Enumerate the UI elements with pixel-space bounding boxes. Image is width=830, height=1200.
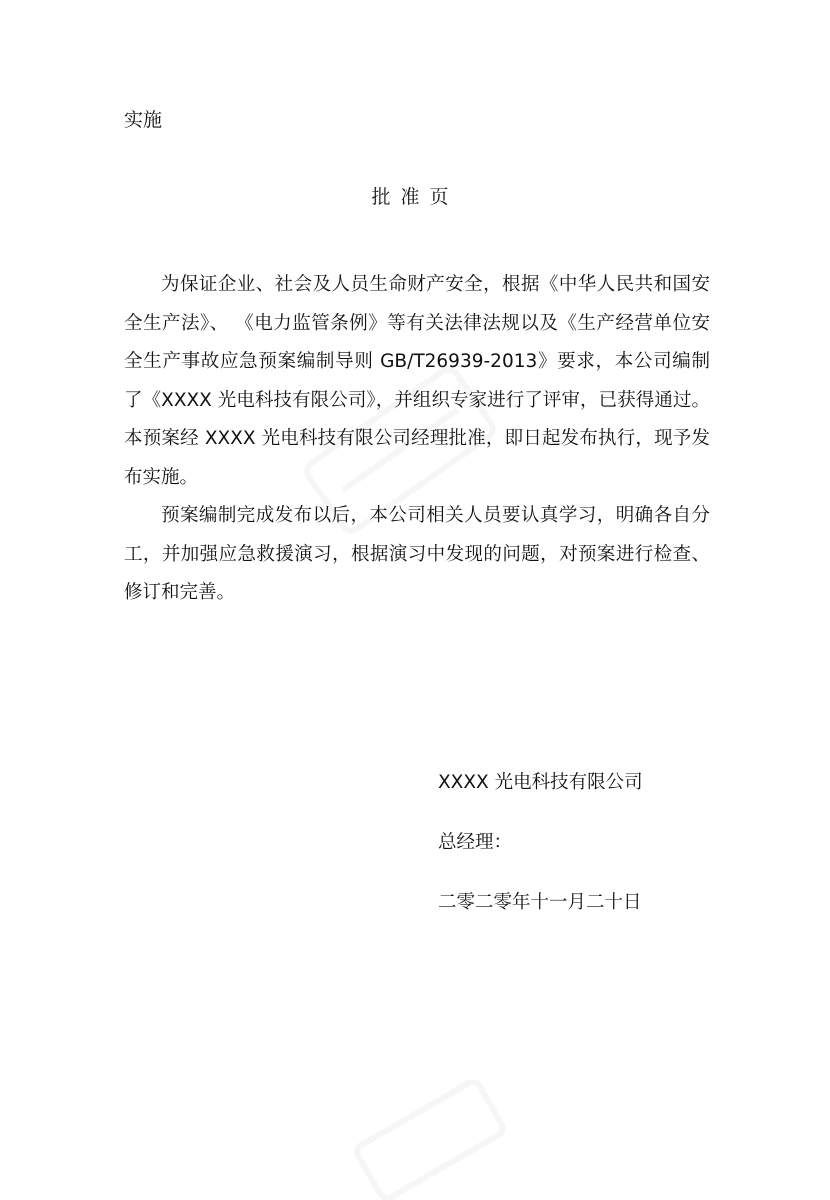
signature-manager-label: 总经理： (438, 832, 513, 853)
signature-block (438, 770, 643, 950)
signature-company: XXXX 光电科技有限公司 (438, 772, 643, 793)
paragraph-approval: 为保证企业、社会及人员生命财产安全，根据《中华人民共和国安全生产法》、 《电力监管条例》等有关法律法规以及《生产经营单位安全生产事故应急预案编制导则 GB/T26939-2013》要求，本公司编制了《XXXX 光电科技有限公司》，并组织专家进行了评审，已获得通过。本预案经 XXXX 光电科技有限公司经理批准，即日起发布执行，现予发布实施。 (124, 274, 710, 488)
page-title: 批准页 (371, 186, 459, 208)
paragraph-implementation: 预案编制完成发布以后，本公司相关人员要认真学习，明确各自分工，并加强应急救援演习，根据演习中发现的问题，对预案进行检查、修订和完善。 (124, 505, 710, 603)
signature-date: 二零二零年十一月二十日 (438, 892, 642, 913)
body-text (124, 266, 710, 613)
header-label: 实施 (124, 109, 163, 131)
watermark-graphic-bottom (330, 1080, 530, 1200)
